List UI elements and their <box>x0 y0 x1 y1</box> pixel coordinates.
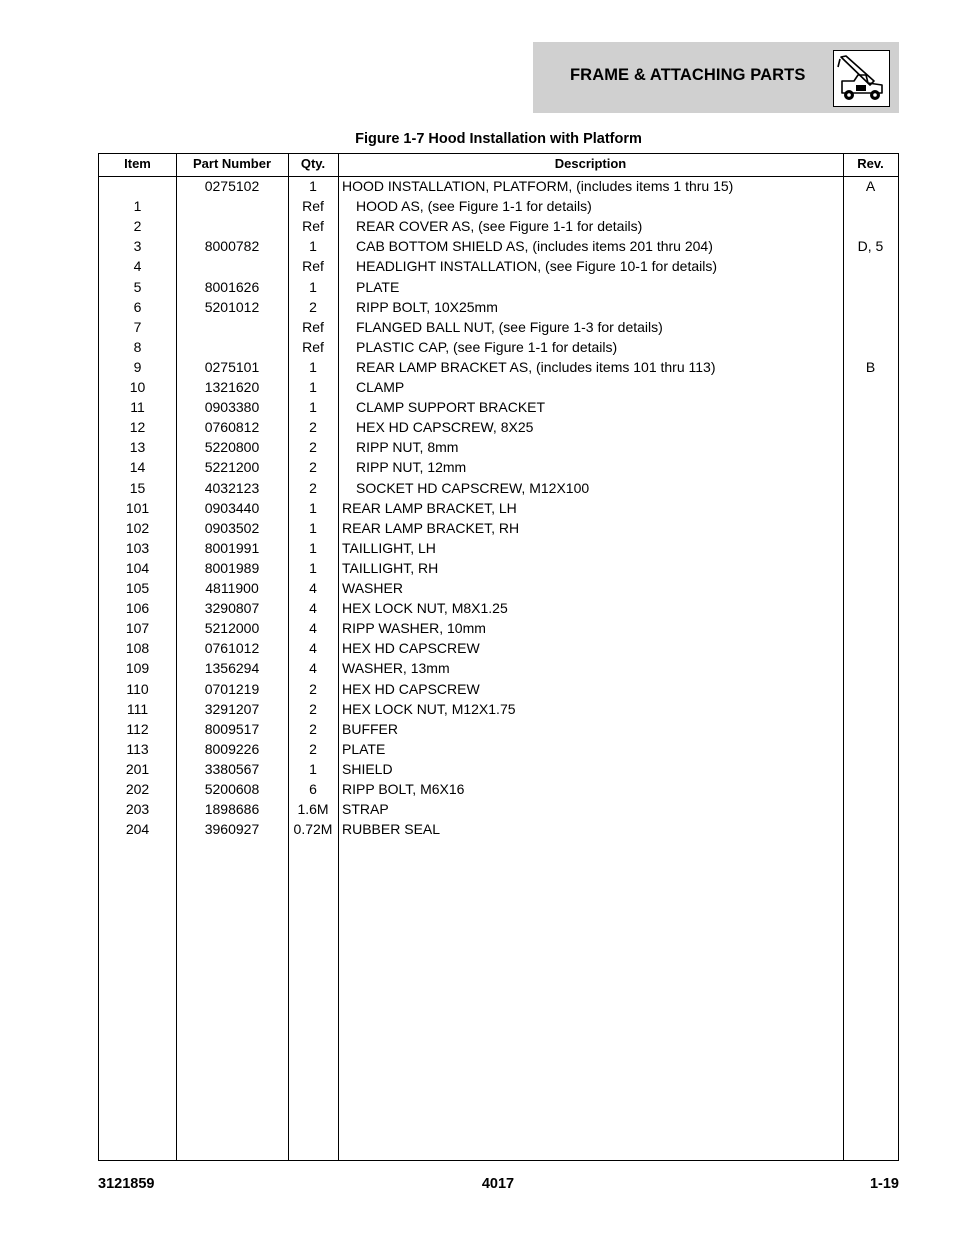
table-row <box>99 720 898 740</box>
description-cell: PLATE <box>342 740 386 757</box>
table-row <box>99 780 898 800</box>
table-row <box>99 278 898 298</box>
qty-cell: Ref <box>302 258 324 275</box>
part-number-cell: 1356294 <box>204 660 260 677</box>
table-row <box>99 318 898 338</box>
description-cell: CLAMP <box>356 379 405 395</box>
part-number-cell: 0903502 <box>204 519 260 536</box>
section-header <box>533 42 899 113</box>
item-cell: 4 <box>133 258 142 275</box>
item-cell: 15 <box>129 479 146 496</box>
part-number-cell: 0760812 <box>204 419 260 436</box>
table-row <box>99 639 898 659</box>
item-cell: 1 <box>133 198 142 215</box>
qty-cell: 1 <box>309 499 317 516</box>
item-cell: 202 <box>125 781 150 797</box>
item-cell: 108 <box>125 640 150 657</box>
item-cell: 5 <box>133 278 142 295</box>
item-cell: 110 <box>126 680 149 697</box>
table-row <box>99 619 898 639</box>
table-row <box>99 177 898 197</box>
qty-cell: 6 <box>309 781 317 797</box>
description-cell: RIPP WASHER, 10mm <box>342 620 486 637</box>
footer-page-number: 1-19 <box>869 1176 899 1192</box>
part-number-cell: 1321620 <box>204 379 260 395</box>
rev-cell: A <box>865 178 876 194</box>
table-row <box>99 358 898 378</box>
qty-cell: 4 <box>309 600 317 617</box>
item-cell: 11 <box>130 399 145 416</box>
table-row <box>99 479 898 499</box>
item-cell: 113 <box>126 740 149 757</box>
table-row <box>99 418 898 438</box>
part-number-cell: 4032123 <box>204 479 260 496</box>
part-number-cell: 0903380 <box>204 399 260 416</box>
item-cell: 203 <box>125 801 150 818</box>
description-cell: TAILLIGHT, LH <box>342 539 436 556</box>
qty-cell: 4 <box>309 580 317 596</box>
part-number-cell: 8001991 <box>204 539 260 556</box>
part-number-cell: 0761012 <box>204 640 260 657</box>
table-row <box>99 519 898 539</box>
qty-cell: 1 <box>309 358 317 375</box>
description-cell: HEX HD CAPSCREW <box>342 680 480 697</box>
item-cell: 13 <box>129 439 146 456</box>
table-row <box>99 458 898 478</box>
table-row <box>99 438 898 458</box>
item-cell: 112 <box>126 720 149 737</box>
description-cell: HEX HD CAPSCREW <box>342 640 480 657</box>
part-number-cell: 5200608 <box>204 781 260 797</box>
qty-cell: 1 <box>309 559 317 576</box>
item-cell: 201 <box>125 760 150 777</box>
part-number-cell: 8001989 <box>204 559 260 576</box>
qty-cell: 4 <box>309 660 317 677</box>
qty-cell: Ref <box>302 338 324 355</box>
item-cell: 8 <box>133 338 142 355</box>
description-cell: STRAP <box>342 801 389 818</box>
item-cell: 107 <box>125 620 150 637</box>
column-header-rev: Rev. <box>857 156 884 171</box>
footer-document-number: 3121859 <box>98 1176 155 1192</box>
description-cell: CAB BOTTOM SHIELD AS, (includes items 201 thru 204) <box>356 238 713 255</box>
rev-cell: B <box>865 358 876 375</box>
table-row <box>99 800 898 820</box>
description-cell: WASHER <box>342 580 403 596</box>
section-title: FRAME & ATTACHING PARTS <box>570 66 806 84</box>
part-number-cell: 3290807 <box>204 600 260 617</box>
description-cell: BUFFER <box>342 720 398 737</box>
qty-cell: Ref <box>302 318 324 335</box>
qty-cell: 1 <box>309 278 317 295</box>
table-row <box>99 700 898 720</box>
description-cell: RIPP BOLT, 10X25mm <box>356 298 498 315</box>
qty-cell: 2 <box>309 700 317 717</box>
table-row <box>99 197 898 217</box>
item-cell: 2 <box>133 218 142 235</box>
part-number-cell: 0903440 <box>204 499 260 516</box>
qty-cell: 2 <box>309 459 317 476</box>
part-number-cell: 5220800 <box>204 439 260 456</box>
qty-cell: 4 <box>309 640 317 657</box>
qty-cell: Ref <box>302 198 324 215</box>
qty-cell: 4 <box>309 620 317 637</box>
item-cell: 14 <box>129 459 146 476</box>
rev-cell: D, 5 <box>857 238 884 255</box>
item-cell: 204 <box>125 821 150 838</box>
part-number-cell: 5221200 <box>204 459 260 476</box>
description-cell: REAR LAMP BRACKET AS, (includes items 101 thru 113) <box>356 358 716 375</box>
table-row <box>99 237 898 257</box>
qty-cell: 2 <box>309 479 317 496</box>
description-cell: RIPP NUT, 8mm <box>356 439 459 456</box>
table-row <box>99 539 898 559</box>
description-cell: HEX LOCK NUT, M12X1.75 <box>342 700 516 717</box>
qty-cell: 1 <box>309 519 317 536</box>
table-row <box>99 559 898 579</box>
table-row <box>99 298 898 318</box>
column-header-description: Description <box>554 156 627 171</box>
table-row <box>99 659 898 679</box>
item-cell: 103 <box>125 539 150 556</box>
qty-cell: 1 <box>309 399 317 416</box>
item-cell: 104 <box>125 559 150 576</box>
table-row <box>99 599 898 619</box>
item-cell: 12 <box>129 419 146 436</box>
part-number-cell: 0275101 <box>204 358 260 375</box>
table-row <box>99 760 898 780</box>
table-row <box>99 378 898 398</box>
part-number-cell: 1898686 <box>204 801 260 818</box>
description-cell: RUBBER SEAL <box>342 821 441 838</box>
part-number-cell: 3291207 <box>204 700 260 717</box>
item-cell: 111 <box>126 700 149 717</box>
parts-table <box>98 153 899 1161</box>
qty-cell: 1 <box>309 379 317 395</box>
qty-cell: 2 <box>309 298 317 315</box>
item-cell: 101 <box>125 499 150 516</box>
table-row <box>99 820 898 840</box>
qty-cell: 1 <box>309 178 317 194</box>
description-cell: CLAMP SUPPORT BRACKET <box>356 399 546 416</box>
figure-title: Figure 1-7 Hood Installation with Platform <box>355 131 642 147</box>
table-row <box>99 579 898 599</box>
part-number-cell: 3960927 <box>204 821 260 838</box>
qty-cell: 2 <box>309 680 317 697</box>
telehandler-icon <box>833 50 890 107</box>
description-cell: HOOD INSTALLATION, PLATFORM, (includes items 1 thru 15) <box>342 178 734 194</box>
part-number-cell: 5212000 <box>204 620 260 637</box>
description-cell: RIPP BOLT, M6X16 <box>342 781 465 797</box>
column-header-item: Item <box>124 156 151 171</box>
description-cell: TAILLIGHT, RH <box>342 559 439 576</box>
item-cell: 105 <box>125 580 150 596</box>
item-cell: 6 <box>133 298 142 315</box>
part-number-cell: 4811900 <box>205 580 259 596</box>
part-number-cell: 8000782 <box>204 238 260 255</box>
description-cell: HOOD AS, (see Figure 1-1 for details) <box>356 198 592 215</box>
description-cell: SHIELD <box>342 760 393 777</box>
part-number-cell: 3380567 <box>204 760 260 777</box>
description-cell: PLASTIC CAP, (see Figure 1-1 for details) <box>356 338 618 355</box>
table-row <box>99 257 898 277</box>
description-cell: SOCKET HD CAPSCREW, M12X100 <box>356 479 590 496</box>
description-cell: RIPP NUT, 12mm <box>356 459 467 476</box>
part-number-cell: 0275102 <box>204 178 260 194</box>
item-cell: 3 <box>133 238 142 255</box>
table-row <box>99 217 898 237</box>
part-number-cell: 8009226 <box>204 740 260 757</box>
qty-cell: 1 <box>309 760 317 777</box>
description-cell: REAR COVER AS, (see Figure 1-1 for details) <box>356 218 643 235</box>
part-number-cell: 0701219 <box>204 680 260 697</box>
part-number-cell: 8009517 <box>204 720 260 737</box>
qty-cell: Ref <box>302 218 324 235</box>
table-row <box>99 338 898 358</box>
description-cell: PLATE <box>356 278 400 295</box>
qty-cell: 2 <box>309 720 317 737</box>
qty-cell: 1 <box>309 238 317 255</box>
description-cell: HEX HD CAPSCREW, 8X25 <box>356 419 534 436</box>
column-header-part-number: Part Number <box>192 156 272 171</box>
description-cell: HEADLIGHT INSTALLATION, (see Figure 10-1 for details) <box>356 258 718 275</box>
column-header-qty: Qty. <box>300 156 326 171</box>
qty-cell: 2 <box>309 439 317 456</box>
item-cell: 7 <box>133 318 142 335</box>
description-cell: WASHER, 13mm <box>342 660 450 677</box>
description-cell: HEX LOCK NUT, M8X1.25 <box>342 600 508 617</box>
qty-cell: 1.6M <box>297 801 329 818</box>
description-cell: FLANGED BALL NUT, (see Figure 1-3 for details) <box>356 318 663 335</box>
qty-cell: 0.72M <box>293 821 333 838</box>
description-cell: REAR LAMP BRACKET, LH <box>342 499 517 516</box>
table-row <box>99 398 898 418</box>
table-row <box>99 680 898 700</box>
qty-cell: 2 <box>309 419 317 436</box>
description-cell: REAR LAMP BRACKET, RH <box>342 519 520 536</box>
item-cell: 102 <box>125 519 150 536</box>
part-number-cell: 8001626 <box>204 278 260 295</box>
table-row <box>99 740 898 760</box>
item-cell: 10 <box>129 379 146 395</box>
item-cell: 9 <box>133 358 142 375</box>
table-row <box>99 499 898 519</box>
footer-model: 4017 <box>481 1176 515 1192</box>
part-number-cell: 5201012 <box>204 298 260 315</box>
item-cell: 109 <box>125 660 150 677</box>
qty-cell: 2 <box>309 740 317 757</box>
item-cell: 106 <box>125 600 150 617</box>
qty-cell: 1 <box>309 539 317 556</box>
